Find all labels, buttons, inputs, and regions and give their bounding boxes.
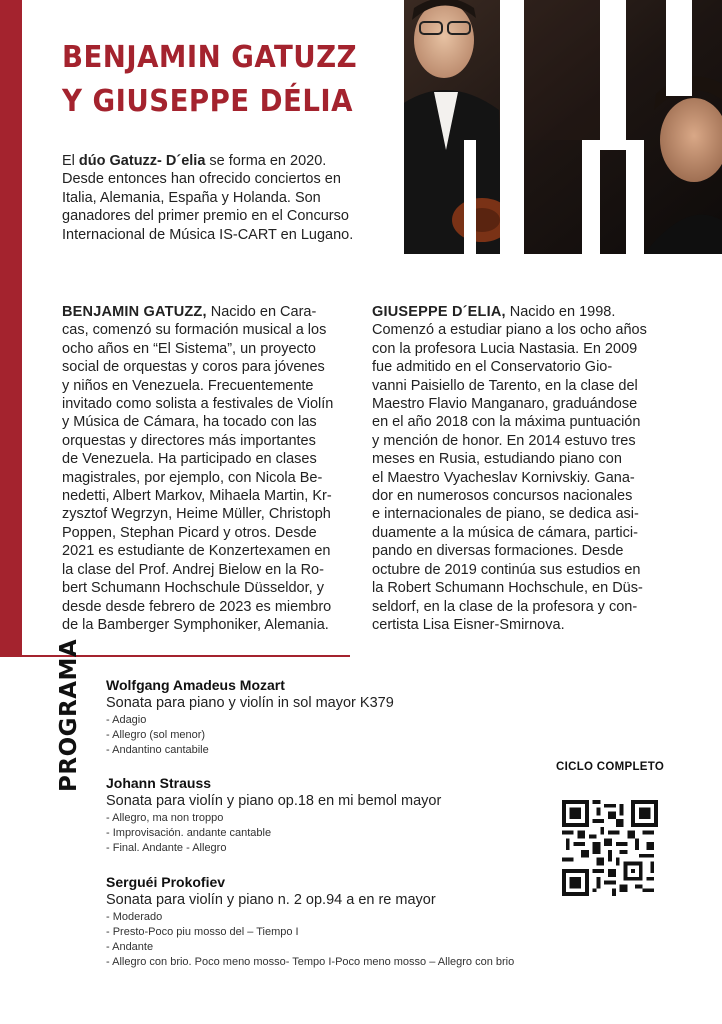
movement: - Allegro, ma non troppo [106,812,224,824]
bio-line: e internacionales de piano, se dedica asi- [372,506,639,523]
bio-line: magistrales, por ejemplo, con Nicola Be- [62,469,323,486]
page-title [62,36,366,124]
duo-portrait-image [404,0,722,254]
work-title: Sonata para piano y violín in sol mayor K379 [106,695,394,711]
intro-prefix: El [62,153,79,169]
bio-line: ocho años en “El Sistema”, un proyecto [62,340,316,357]
work-title: Sonata para violín y piano n. 2 op.94 a en re mayor [106,892,436,908]
bio-line: de la Bamberger Symphoniker, Alemania. [62,616,329,633]
qr-code-icon[interactable] [562,800,658,896]
movement-list [106,910,514,970]
composer-name: Wolfgang Amadeus Mozart [106,677,285,693]
bio-line: 2021 es estudiante de Konzertexamen en [62,543,331,560]
movement: - Presto-Poco piu mosso del – Tiempo I [106,926,299,938]
program-piece [106,873,514,970]
bio-line: invitado como solista a festivales de Violín [62,396,334,413]
bio-line: octubre de 2019 continúa sus estudios en [372,561,641,578]
title-line-1: BENJAMIN GATUZZ [62,40,358,75]
movement: - Allegro (sol menor) [106,729,206,741]
bio-line: Comenzó a estudiar piano a los ocho años [372,322,647,339]
bio-line: bert Schumann Hochschule Düsseldor, y [62,580,324,597]
bio-gatuzz-name: BENJAMIN GATUZZ, [62,304,207,320]
bio-line: vanni Paisiello de Tarento, en la clase del [372,377,638,394]
section-divider [0,655,350,657]
bio-line: duamente a la música de cámara, partici- [372,524,638,541]
program-piece [106,774,441,856]
bio-line: de Venezuela. Ha participado en clases [62,451,317,468]
bio-line: y mención de honor. En 2014 estuvo tres [372,432,636,449]
bio-delia [372,303,662,634]
bio-line: GIUSEPPE D´ELIA, Nacido en 1998. [372,304,616,320]
bio-line: fue admitido en el Conservatorio Gio- [372,359,613,376]
composer-name: Serguéi Prokofiev [106,874,226,890]
bio-line: la clase del Prof. Andrej Bielow en la Ro- [62,561,324,578]
movement: - Andantino cantabile [106,744,209,756]
bio-line: cas, comenzó su formación musical a los [62,322,327,339]
bio-line: BENJAMIN GATUZZ, Nacido en Cara- [62,304,317,320]
bio-line: Poppen, Stephan Picard y otros. Desde [62,524,317,541]
bio-line: zysztof Wegrzyn, Heime Müller, Christoph [62,506,331,523]
bio-line: orquestas y directores más importantes [62,432,316,449]
movement-list [106,811,441,856]
intro-text: se forma en 2020. Desde entonces han ofrecido conciertos en Italia, Alemania, España y Holanda. Son ganadores del primer premio en el Concurso Internacional de Música IS-CART en Lugano. [62,153,354,243]
composer-name: Johann Strauss [106,775,212,791]
work-title: Sonata para violín y piano op.18 en mi bemol mayor [106,793,442,809]
movement: - Improvisación. andante cantable [106,827,272,839]
bio-delia-name: GIUSEPPE D´ELIA, [372,304,506,320]
movement: - Allegro con brio. Poco meno mosso- Tempo I-Poco meno mosso – Allegro con brio [106,956,515,968]
ciclo-completo-label: CICLO COMPLETO [556,761,665,773]
programa-label: PROGRAMA [56,638,82,792]
movement: - Adagio [106,714,147,726]
bio-line: con la profesora Lucia Nastasia. En 2009 [372,340,638,357]
bio-line: social de orquestas y coros para jóvenes [62,359,325,376]
program-piece [106,676,394,758]
movement: - Final. Andante - Allegro [106,842,227,854]
bio-line: meses en Rusia, estudiando piano con [372,451,622,468]
bio-gatuzz [62,303,354,634]
movement-list [106,713,394,758]
bio-line: seldorf, en la clase de la profesora y con- [372,598,638,615]
bio-line: en el año 2018 con la máxima puntuación [372,414,641,431]
intro-paragraph [62,152,362,244]
bio-line: y niños en Venezuela. Frecuentemente [62,377,314,394]
intro-duo-name: dúo Gatuzz- D´elia [78,153,206,169]
title-line-2: Y GIUSEPPE DÉLIA [62,84,353,119]
movement: - Moderado [106,911,163,923]
bio-line: el Maestro Vyacheslav Kornivskiy. Gana- [372,469,635,486]
bio-line: nedetti, Albert Markov, Mihaela Martin, Kr- [62,488,332,505]
bio-line: certista Lisa Eisner-Smirnova. [372,616,565,633]
bio-line: dor en numerosos concursos nacionales [372,488,633,505]
movement: - Andante [106,941,154,953]
bio-line: desde desde febrero de 2023 es miembro [62,598,332,615]
bio-line: la Robert Schumann Hochschule, en Düs- [372,580,643,597]
bio-line: pando en diversas formaciones. Desde [372,543,624,560]
bio-line: Maestro Flavio Manganaro, graduándose [372,396,638,413]
bio-line: y Música de Cámara, ha tocado con las [62,414,317,431]
accent-side-bar [0,0,22,656]
